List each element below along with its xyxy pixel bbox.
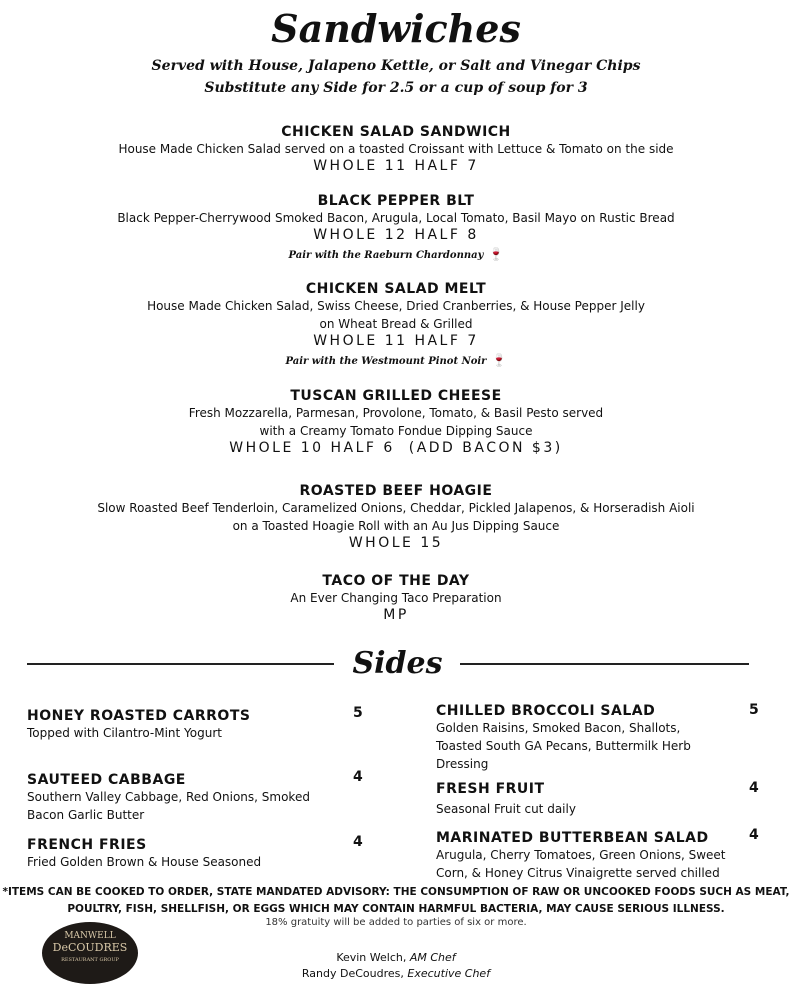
advisory-line: POULTRY, FISH, SHELLFISH, OR EGGS WHICH MAY CONTAIN HARMFUL BACTERIA, MAY CAUSE SERIOUS ILLNESS. (67, 903, 725, 915)
item-price: WHOLE 11 HALF 7 (313, 333, 479, 349)
gratuity-note: 18% gratuity will be added to parties of six or more. (265, 917, 527, 928)
menu-item-roasted-beef-hoagie (0, 483, 792, 551)
chef-credits (0, 950, 792, 982)
side-description: Seasonal Fruit cut daily (436, 802, 576, 816)
side-description: Southern Valley Cabbage, Red Onions, Smoked (27, 790, 310, 804)
page-title: Sandwiches (271, 6, 521, 51)
sides-title: Sides (352, 646, 443, 681)
subtitle-chips: Served with House, Jalapeno Kettle, or Salt and Vinegar Chips (151, 58, 641, 74)
divider-right (460, 663, 749, 665)
side-sauteed-cabbage (27, 769, 367, 824)
side-marinated-butterbean-salad (436, 827, 766, 882)
wine-glass-icon: 🍷 (491, 353, 507, 367)
side-name: MARINATED BUTTERBEAN SALAD (436, 830, 709, 846)
side-description: Bacon Garlic Butter (27, 808, 145, 822)
side-price: 4 (749, 780, 759, 796)
side-honey-roasted-carrots (27, 705, 367, 742)
menu-item-chicken-salad-sandwich (0, 124, 792, 174)
side-description: Corn, & Honey Citrus Vinaigrette served chilled (436, 866, 720, 880)
chef-executive (0, 966, 792, 982)
side-description: Toasted South GA Pecans, Buttermilk Herb (436, 739, 691, 753)
item-name: TUSCAN GRILLED CHEESE (290, 388, 502, 404)
item-price: WHOLE 15 (348, 535, 444, 551)
divider-left (27, 663, 334, 665)
item-description: Slow Roasted Beef Tenderloin, Caramelized Onions, Cheddar, Pickled Jalapenos, & Horseradish Aioli (97, 501, 695, 515)
menu-item-chicken-salad-melt (0, 281, 792, 368)
side-description: Arugula, Cherry Tomatoes, Green Onions, Sweet (436, 848, 726, 862)
subtitle-substitute: Substitute any Side for 2.5 or a cup of soup for 3 (204, 80, 588, 96)
item-description: with a Creamy Tomato Fondue Dipping Sauce (259, 424, 533, 438)
side-description: Golden Raisins, Smoked Bacon, Shallots, (436, 721, 681, 735)
item-price: WHOLE 12 HALF 8 (313, 227, 479, 243)
side-french-fries (27, 834, 367, 871)
menu-item-taco-of-the-day (0, 573, 792, 623)
wine-glass-icon: 🍷 (488, 247, 504, 261)
chef-title: AM Chef (409, 951, 456, 964)
logo-text: RESTAURANT GROUP (61, 957, 119, 963)
side-description: Fried Golden Brown & House Seasoned (27, 855, 262, 869)
side-price: 4 (749, 827, 759, 843)
side-name: SAUTEED CABBAGE (27, 772, 186, 788)
item-name: TACO OF THE DAY (322, 573, 470, 589)
side-price: 5 (353, 705, 363, 721)
item-price: WHOLE 10 HALF 6 (ADD BACON $3) (229, 440, 563, 456)
side-name: HONEY ROASTED CARROTS (27, 708, 251, 724)
side-description: Topped with Cilantro-Mint Yogurt (27, 726, 222, 740)
item-description: An Ever Changing Taco Preparation (290, 591, 502, 605)
side-chilled-broccoli-salad (436, 700, 766, 773)
menu-item-tuscan-grilled-cheese (0, 388, 792, 456)
item-description: Fresh Mozzarella, Parmesan, Provolone, Tomato, & Basil Pesto served (188, 406, 604, 420)
item-description: House Made Chicken Salad served on a toasted Croissant with Lettuce & Tomato on the side (118, 142, 674, 156)
item-name: CHICKEN SALAD SANDWICH (281, 124, 511, 140)
item-name: BLACK PEPPER BLT (317, 193, 475, 209)
item-description: House Made Chicken Salad, Swiss Cheese, Dried Cranberries, & House Pepper Jelly (147, 299, 645, 313)
side-name: CHILLED BROCCOLI SALAD (436, 703, 656, 719)
item-name: ROASTED BEEF HOAGIE (299, 483, 493, 499)
logo-text: MANWELL (64, 931, 116, 941)
side-name: FRESH FRUIT (436, 781, 545, 797)
item-price: WHOLE 11 HALF 7 (313, 158, 479, 174)
food-advisory (0, 884, 792, 918)
chef-title: Executive Chef (407, 967, 491, 980)
side-fresh-fruit (436, 778, 766, 818)
side-price: 4 (353, 769, 363, 785)
item-price: MP (383, 607, 409, 623)
menu-item-black-pepper-blt (0, 193, 792, 262)
wine-pairing: Pair with the Raeburn Chardonnay (288, 250, 484, 261)
side-price: 4 (353, 834, 363, 850)
chef-name: Randy DeCoudres, (301, 967, 408, 980)
item-description: on Wheat Bread & Grilled (319, 317, 473, 331)
item-description: on a Toasted Hoagie Roll with an Au Jus Dipping Sauce (232, 519, 560, 533)
side-description: Dressing (436, 757, 489, 771)
logo-text: DeCOUDRES (52, 941, 128, 954)
chef-name: Kevin Welch, (336, 951, 410, 964)
wine-pairing: Pair with the Westmount Pinot Noir (285, 356, 487, 367)
side-name: FRENCH FRIES (27, 837, 147, 853)
item-name: CHICKEN SALAD MELT (305, 281, 487, 297)
advisory-line: *ITEMS CAN BE COOKED TO ORDER, STATE MANDATED ADVISORY: THE CONSUMPTION OF RAW OR UNCOOKED FOODS SUCH AS MEAT, (2, 886, 790, 898)
side-price: 5 (749, 702, 759, 718)
chef-am (0, 950, 792, 966)
item-description: Black Pepper-Cherrywood Smoked Bacon, Arugula, Local Tomato, Basil Mayo on Rustic Bread (117, 211, 675, 225)
